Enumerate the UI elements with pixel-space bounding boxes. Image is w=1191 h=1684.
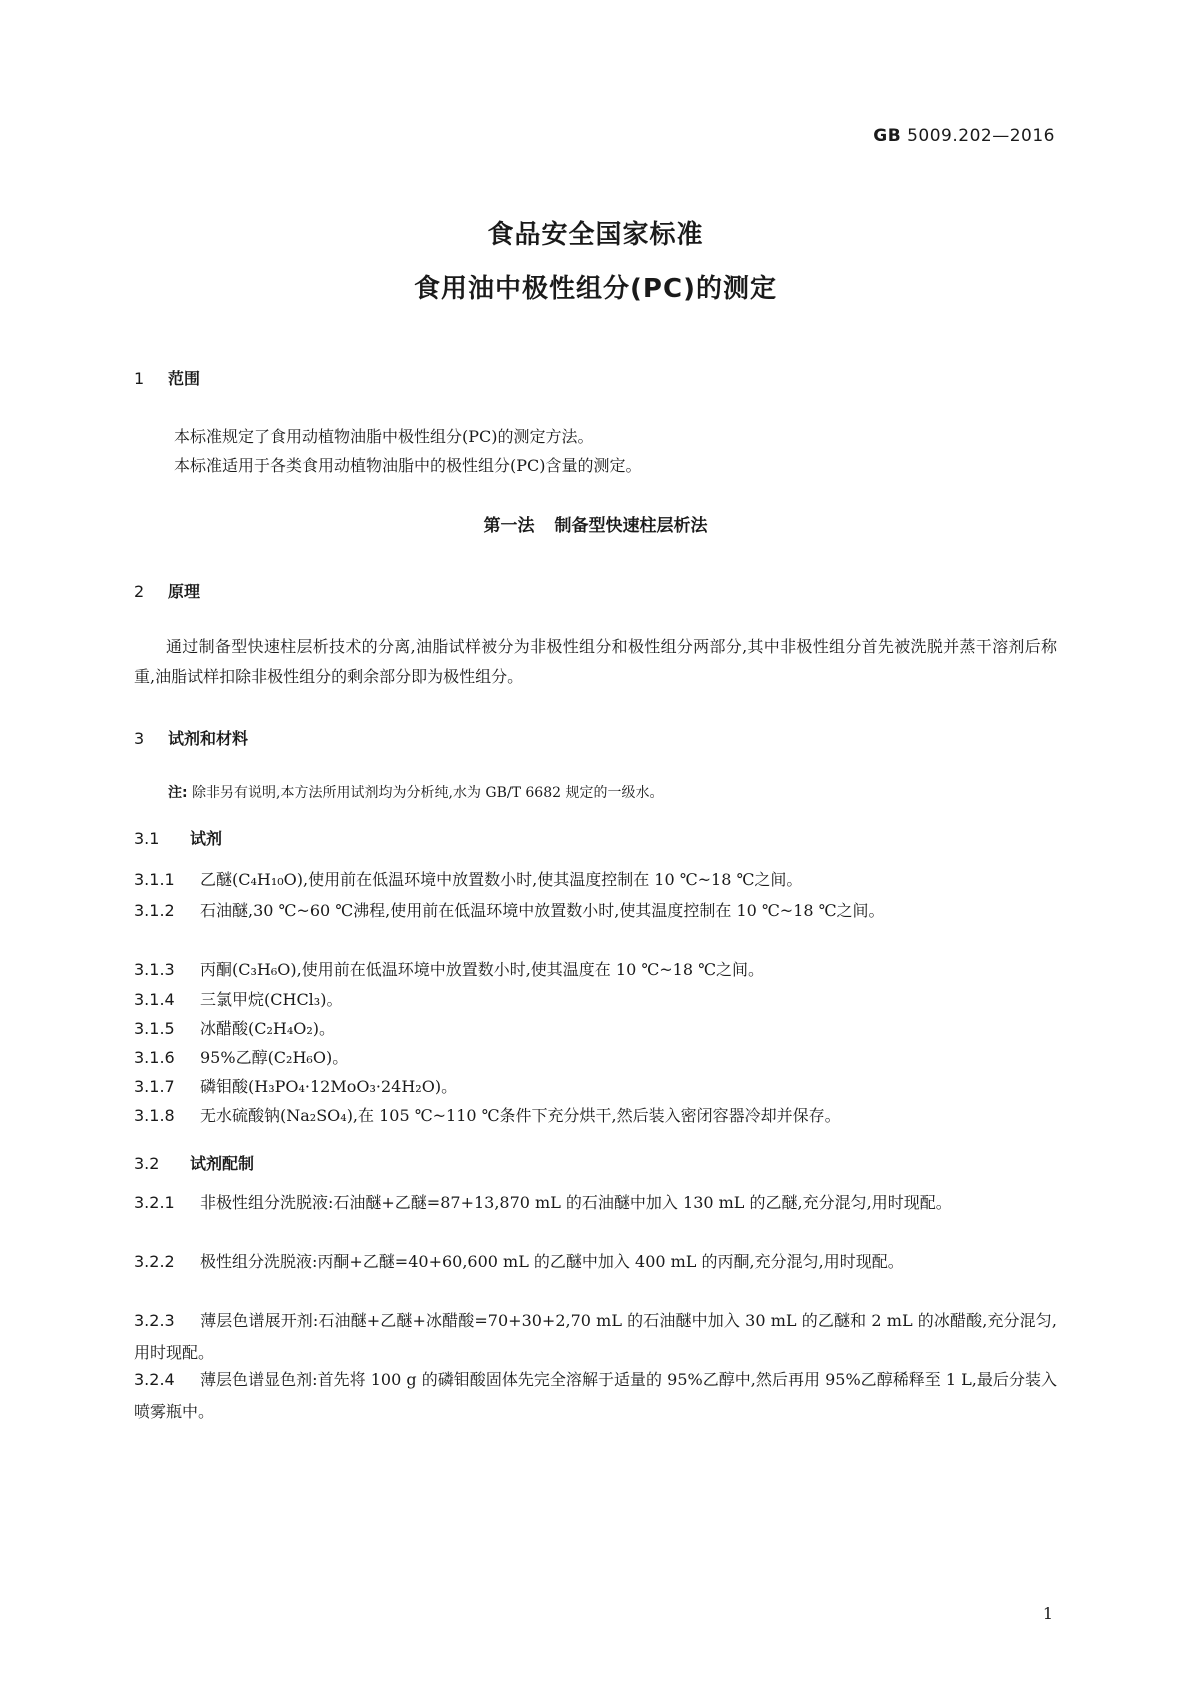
document-subtitle: 食用油中极性组分(PC)的测定 (414, 274, 777, 304)
standard-code (873, 126, 1055, 146)
list-item (134, 1187, 1057, 1219)
standard-code-prefix: GB (873, 126, 902, 146)
item-number: 3.1.5 (134, 1019, 175, 1038)
page-number: 1 (1042, 1604, 1053, 1623)
list-item (134, 1246, 1057, 1278)
list-item (134, 895, 1057, 927)
section-1-heading (134, 366, 200, 389)
list-item (134, 1071, 1057, 1103)
section-number: 3.2 (134, 1154, 160, 1173)
item-number: 3.1.3 (134, 960, 175, 979)
section-2-heading (134, 579, 200, 602)
standard-code-number: 5009.202—2016 (907, 126, 1055, 146)
note-text: 除非另有说明,本方法所用试剂均为分析纯,水为 GB/T 6682 规定的一级水。 (192, 785, 664, 801)
section-number: 2 (134, 582, 145, 601)
list-item (134, 984, 1057, 1016)
item-number: 3.1.7 (134, 1077, 175, 1096)
scope-paragraph-2: 本标准适用于各类食用动植物油脂中的极性组分(PC)含量的测定。 (174, 456, 642, 475)
item-number: 3.2.1 (134, 1193, 175, 1212)
section-3-1-heading (134, 826, 222, 849)
item-text: 乙醚(C₄H₁₀O),使用前在低温环境中放置数小时,使其温度控制在 10 ℃~18 ℃之间。 (200, 870, 803, 889)
section-3-2-heading (134, 1151, 254, 1174)
item-number: 3.1.1 (134, 870, 175, 889)
section-number: 3 (134, 729, 145, 748)
method-title: 第一法 制备型快速柱层析法 (483, 516, 708, 536)
list-item (134, 1100, 1057, 1132)
item-text: 极性组分洗脱液:丙酮+乙醚=40+60,600 mL 的乙醚中加入 400 mL 的丙酮,充分混匀,用时现配。 (200, 1252, 904, 1271)
item-text: 95%乙醇(C₂H₆O)。 (200, 1048, 349, 1067)
item-number: 3.1.2 (134, 901, 175, 920)
section-title: 原理 (168, 582, 201, 601)
item-text: 丙酮(C₃H₆O),使用前在低温环境中放置数小时,使其温度在 10 ℃~18 ℃之间。 (200, 960, 764, 979)
note-label: 注: (168, 785, 188, 801)
list-item (134, 1042, 1057, 1074)
list-item (134, 1013, 1057, 1045)
item-number: 3.2.3 (134, 1311, 175, 1330)
list-item (134, 864, 1057, 896)
note (168, 782, 663, 802)
item-number: 3.1.6 (134, 1048, 175, 1067)
item-text: 石油醚,30 ℃~60 ℃沸程,使用前在低温环境中放置数小时,使其温度控制在 10 ℃~18 ℃之间。 (200, 901, 885, 920)
principle-paragraph: 通过制备型快速柱层析技术的分离,油脂试样被分为非极性组分和极性组分两部分,其中非极性组分首先被洗脱并蒸干溶剂后称重,油脂试样扣除非极性组分的剩余部分即为极性组分。 (134, 637, 1057, 686)
item-number: 3.2.2 (134, 1252, 175, 1271)
section-number: 3.1 (134, 829, 160, 848)
section-number: 1 (134, 369, 145, 388)
item-text: 磷钼酸(H₃PO₄·12MoO₃·24H₂O)。 (200, 1077, 458, 1096)
section-3-heading (134, 726, 248, 749)
item-text: 非极性组分洗脱液:石油醚+乙醚=87+13,870 mL 的石油醚中加入 130 mL 的乙醚,充分混匀,用时现配。 (200, 1193, 952, 1212)
list-item (134, 1305, 1057, 1369)
section-title: 试剂和材料 (168, 729, 249, 748)
scope-paragraph-1: 本标准规定了食用动植物油脂中极性组分(PC)的测定方法。 (174, 427, 594, 446)
list-item (134, 1364, 1057, 1428)
item-number: 3.1.4 (134, 990, 175, 1009)
document-title: 食品安全国家标准 (487, 220, 704, 250)
item-number: 3.2.4 (134, 1370, 175, 1389)
list-item (134, 954, 1057, 986)
item-text: 薄层色谱显色剂:首先将 100 g 的磷钼酸固体先完全溶解于适量的 95%乙醇中,然后再用 95%乙醇稀释至 1 L,最后分装入喷雾瓶中。 (134, 1370, 1057, 1421)
section-title: 试剂配制 (190, 1154, 255, 1173)
item-text: 无水硫酸钠(Na₂SO₄),在 105 ℃~110 ℃条件下充分烘干,然后装入密闭容器冷却并保存。 (200, 1106, 841, 1125)
section-title: 试剂 (190, 829, 223, 848)
item-number: 3.1.8 (134, 1106, 175, 1125)
item-text: 冰醋酸(C₂H₄O₂)。 (200, 1019, 336, 1038)
item-text: 薄层色谱展开剂:石油醚+乙醚+冰醋酸=70+30+2,70 mL 的石油醚中加入 30 mL 的乙醚和 2 mL 的冰醋酸,充分混匀,用时现配。 (134, 1311, 1057, 1362)
item-text: 三氯甲烷(CHCl₃)。 (200, 990, 343, 1009)
section-title: 范围 (168, 369, 201, 388)
